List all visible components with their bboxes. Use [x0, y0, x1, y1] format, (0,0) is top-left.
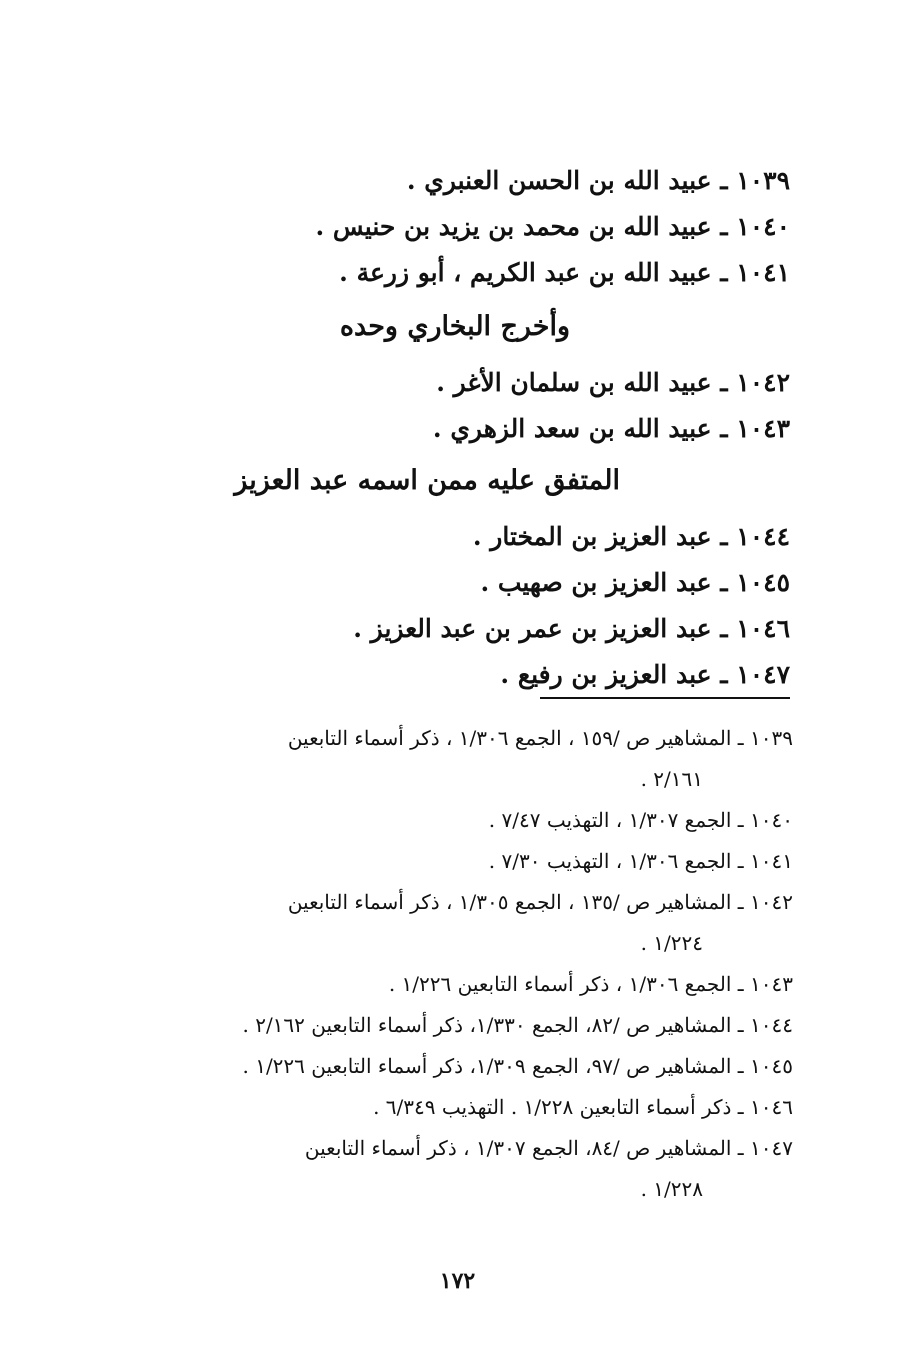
- entry-1039: ١٠٣٩ ـ عبيد الله بن الحسن العنبري .: [406, 166, 790, 195]
- footnote-1044: ١٠٤٤ ـ المشاهير ص /٨٢، الجمع ١/٣٣٠، ذكر أسماء التابعين ٢/١٦٢ .: [242, 1013, 793, 1037]
- footnote-1046: ١٠٤٦ ـ ذكر أسماء التابعين ١/٢٢٨ . التهذيب ٦/٣٤٩ .: [373, 1095, 793, 1119]
- entry-1044: ١٠٤٤ ـ عبد العزيز بن المختار .: [472, 522, 790, 551]
- entries-group-1: [316, 158, 790, 296]
- entry-1040: ١٠٤٠ ـ عبيد الله بن محمد بن يزيد بن حنيس .: [315, 212, 790, 241]
- entry-1047: ١٠٤٧ ـ عبد العزيز بن رفيع .: [500, 660, 790, 689]
- footnote-1047-continued: ١/٢٢٨ .: [640, 1177, 703, 1201]
- entry-1046: ١٠٤٦ ـ عبد العزيز بن عمر بن عبد العزيز .: [353, 614, 790, 643]
- footnote-1042-continued: ١/٢٢٤ .: [640, 931, 703, 955]
- entry-1041: ١٠٤١ ـ عبيد الله بن عبد الكريم ، أبو زرعة .: [339, 258, 790, 287]
- footnote-1043: ١٠٤٣ ـ الجمع ١/٣٠٦ ، ذكر أسماء التابعين ١/٢٢٦ .: [388, 972, 793, 996]
- entry-1045: ١٠٤٥ ـ عبد العزيز بن صهيب .: [480, 568, 790, 597]
- footnote-1039-continued: ٢/١٦١ .: [640, 767, 703, 791]
- footnote-1047: ١٠٤٧ ـ المشاهير ص /٨٤، الجمع ١/٣٠٧ ، ذكر أسماء التابعين: [304, 1136, 793, 1160]
- footnote-1045: ١٠٤٥ ـ المشاهير ص /٩٧، الجمع ١/٣٠٩، ذكر أسماء التابعين ١/٢٢٦ .: [242, 1054, 793, 1078]
- section-heading-agreed-abdulaziz: المتفق عليه ممن اسمه عبد العزيز: [234, 465, 620, 496]
- entry-1042: ١٠٤٢ ـ عبيد الله بن سلمان الأغر .: [436, 368, 790, 397]
- entries-group-3: [353, 514, 790, 698]
- footnote-1039: ١٠٣٩ ـ المشاهير ص /١٥٩ ، الجمع ١/٣٠٦ ، ذكر أسماء التابعين: [287, 726, 793, 750]
- footnote-1042: ١٠٤٢ ـ المشاهير ص /١٣٥ ، الجمع ١/٣٠٥ ، ذكر أسماء التابعين: [287, 890, 793, 914]
- entry-1043: ١٠٤٣ ـ عبيد الله بن سعد الزهري .: [432, 414, 790, 443]
- section-heading-bukhari-alone: وأخرج البخاري وحده: [339, 311, 570, 342]
- page-number: ١٧٢: [439, 1268, 476, 1294]
- footnotes: [103, 718, 793, 1210]
- entries-group-2: [433, 360, 790, 452]
- footnote-1040: ١٠٤٠ ـ الجمع ١/٣٠٧ ، التهذيب ٧/٤٧ .: [488, 808, 793, 832]
- footnote-1041: ١٠٤١ ـ الجمع ١/٣٠٦ ، التهذيب ٧/٣٠ .: [488, 849, 793, 873]
- footnote-divider: [540, 697, 790, 699]
